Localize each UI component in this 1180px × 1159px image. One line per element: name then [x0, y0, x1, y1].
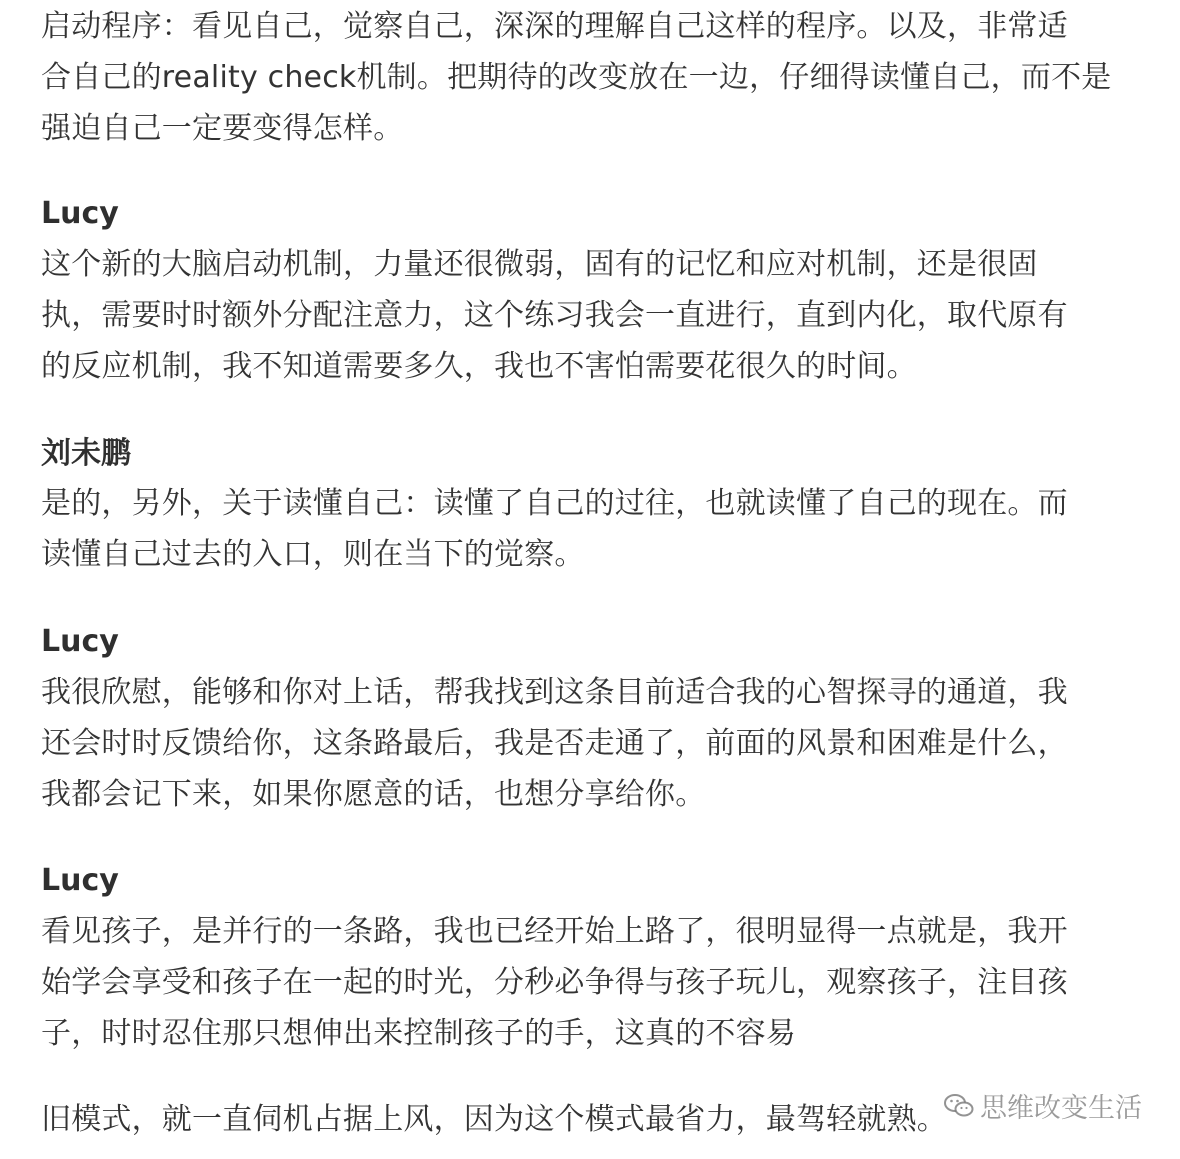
paragraph-1: 启动程序：看见自己，觉察自己，深深的理解自己这样的程序。以及，非常适 合自己的reality check机制。把期待的改变放在一边，仔细得读懂自己，而不是 强迫自己一定要变得怎样。 — [41, 9, 1112, 146]
paragraph-3: 是的，另外，关于读懂自己：读懂了自己的过往，也就读懂了自己的现在。而 读懂自己过去的入口，则在当下的觉察。 — [41, 486, 1068, 572]
paragraph-5: 看见孩子，是并行的一条路，我也已经开始上路了，很明显得一点就是，我开 始学会享受和孩子在一起的时光，分秒必争得与孩子玩儿，观察孩子，注目孩 子，时时忍住那只想伸出来控制孩子的手，这真的不容易 — [41, 914, 1068, 1051]
speaker-name-2: 刘未鹏 — [41, 436, 131, 471]
paragraph-6: 旧模式，就一直伺机占据上风，因为这个模式最省力，最驾轻就熟。 — [41, 1102, 947, 1137]
wechat-icon — [944, 1093, 974, 1119]
watermark-text: 思维改变生活 — [980, 1093, 1142, 1124]
watermark — [944, 1086, 1142, 1125]
paragraph-4: 我很欣慰，能够和你对上话，帮我找到这条目前适合我的心智探寻的通道，我 还会时时反馈给你，这条路最后，我是否走通了，前面的风景和困难是什么， 我都会记下来，如果你愿意的话，也想分享给你。 — [41, 675, 1068, 812]
paragraph-2: 这个新的大脑启动机制，力量还很微弱，固有的记忆和应对机制，还是很固 执，需要时时额外分配注意力，这个练习我会一直进行，直到内化，取代原有 的反应机制，我不知道需要多久，我也不害怕需要花很久的时间。 — [41, 247, 1068, 384]
speaker-name-3: Lucy — [41, 624, 119, 659]
speaker-name-1: Lucy — [41, 196, 119, 231]
speaker-name-4: Lucy — [41, 863, 119, 898]
